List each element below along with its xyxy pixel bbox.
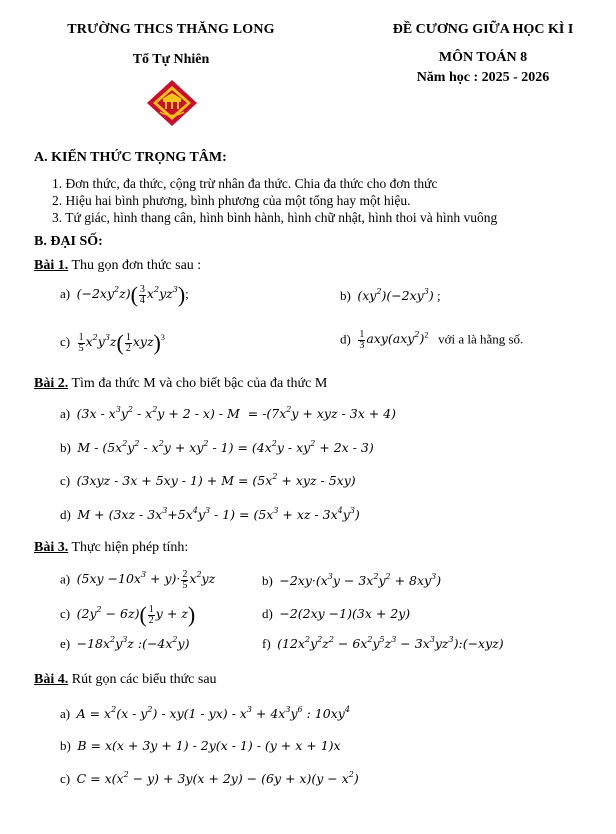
bai1-c: c) $\frac{1}{5}$ $x^2y^3z$( $\frac{1}{2}$ xyz)$^3$ bbox=[60, 330, 165, 355]
bai2-text: Tìm đa thức M và cho biết bậc của đa thức M bbox=[68, 376, 328, 391]
bai4-heading bbox=[34, 672, 217, 688]
bai1-b: b) $(xy^2)(-2xy^3)$ ; bbox=[340, 287, 441, 303]
bai2-b: b) $M - (5x^2y^2 - x^2y + xy^2 - 1) = (4x^2y - xy^2 + 2x - 3)$ bbox=[60, 439, 374, 455]
bai1-text: Thu gọn đơn thức sau : bbox=[68, 258, 202, 273]
bai3-a: a) $(5xy -10x^3 + y)\cdot$ $\frac{2}{5}$ $x^2yz$ bbox=[60, 569, 216, 591]
bai3-f: f) ($12x^2y^2z^2 - 6x^2y^5z^3$ − $3x^3yz^3):(-xyz)$ bbox=[262, 635, 504, 651]
bai1-label: Bài 1. bbox=[34, 258, 69, 273]
bai4-b: b) B = x(x + 3y + 1) - 2y(x - 1) - (y + x + 1)x bbox=[60, 738, 341, 753]
header-right bbox=[368, 22, 598, 86]
school-logo-icon bbox=[146, 79, 198, 127]
bai4-a: a) $A = x^2(x - y^2) - xy(1 - yx) - x^3 + 4x^3y^6$ : $10xy^4$ bbox=[60, 705, 350, 721]
school-name: TRƯỜNG THCS THĂNG LONG bbox=[67, 22, 275, 37]
bai2-a: a) $(3x - x^3y^2 - x^2y + 2 - x) - M = -(7x^2y$ + xyz - 3x + 4) bbox=[60, 405, 396, 421]
bai2-heading bbox=[34, 376, 327, 392]
bai1-d-note: với a là hằng số. bbox=[438, 331, 524, 347]
bai2-label: Bài 2. bbox=[34, 376, 69, 391]
bai4-label: Bài 4. bbox=[34, 672, 69, 687]
bai1-a: a) $(-2xy^2z)$( $\frac{3}{4}$ $x^2yz^3$); bbox=[60, 282, 189, 307]
bai3-heading bbox=[34, 540, 188, 556]
subject-name: MÔN TOÁN 8 bbox=[438, 50, 528, 65]
bai3-c: c) $(2y^2 - 6z)$( $\frac{1}{2}$ y + z) bbox=[60, 602, 196, 627]
header-left bbox=[46, 22, 296, 68]
bai3-b: $b) -2xy\cdot(x^3y - 3x^2y^2 + 8xy^3)$ bbox=[262, 572, 442, 588]
document-title: ĐỀ CƯƠNG GIỮA HỌC KÌ I bbox=[392, 22, 574, 37]
department-name: Tổ Tự Nhiên bbox=[132, 52, 210, 67]
list-item: 2. Hiệu hai bình phương, bình phương của một tổng hay một hiệu. bbox=[52, 193, 411, 208]
bai3-label: Bài 3. bbox=[34, 540, 69, 555]
bai2-c: c) $(3xyz - 3x + 5xy - 1) + M = (5x^2$ + xyz - 5xy) bbox=[60, 472, 356, 488]
section-a-title: A. KIẾN THỨC TRỌNG TÂM: bbox=[34, 150, 227, 165]
bai2-d: d) $M + (3xz - 3x^3+5x^4y^3 - 1) = (5x^3$ + xz - $3x^4y^3$) bbox=[60, 506, 360, 522]
bai3-d: d) −2(2xy −1)(3x + 2y) bbox=[262, 606, 411, 621]
bai3-e: $e) -18x^2y^3z$ $:(-4x^2y)$ bbox=[60, 635, 190, 651]
bai1-heading bbox=[34, 258, 201, 274]
bai1-d: d) $\frac{1}{3}$ $axy(axy^2)^2$ với a là hằng số. bbox=[340, 329, 524, 351]
bai4-c: c) $C = x(x^2 - y) + 3y(x + 2y) - (6y + x)(y - x^2)$ bbox=[60, 770, 359, 786]
list-item: 3. Tứ giác, hình thang cân, hình bình hành, hình chữ nhật, hình thoi và hình vuông bbox=[52, 210, 498, 225]
school-year: Năm học : 2025 - 2026 bbox=[416, 70, 550, 85]
section-a-list bbox=[52, 175, 497, 226]
bai4-text: Rút gọn các biểu thức sau bbox=[68, 672, 217, 687]
list-item: 1. Đơn thức, đa thức, cộng trừ nhân đa thức. Chia đa thức cho đơn thức bbox=[52, 176, 438, 191]
section-b-title: B. ĐẠI SỐ: bbox=[34, 234, 103, 249]
bai3-text: Thực hiện phép tính: bbox=[68, 540, 189, 555]
